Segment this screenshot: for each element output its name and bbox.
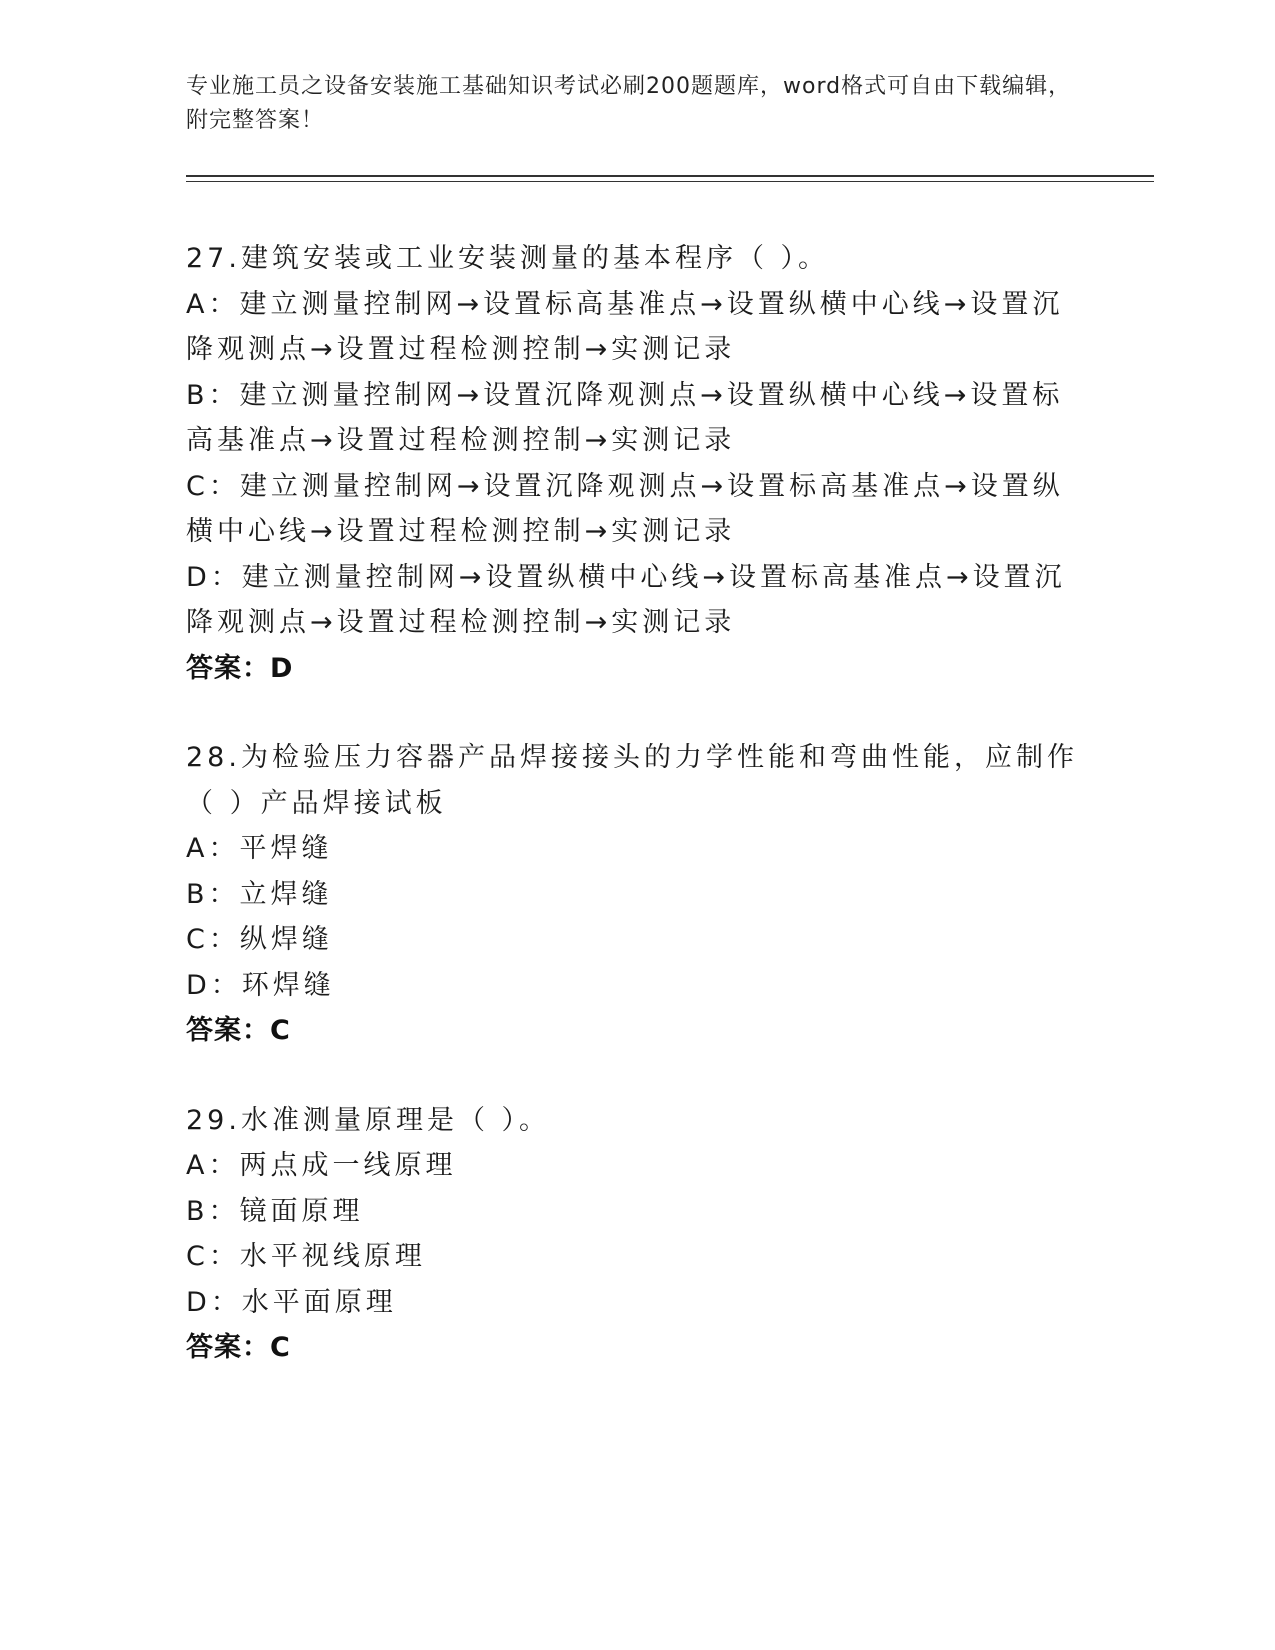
option-a: A：两点成一线原理 <box>186 1150 457 1181</box>
option-a: A：建立测量控制网→设置标高基准点→设置纵横中心线→设置沉降观测点→设置过程检测控制→实测记录 <box>186 288 1064 365</box>
question-27 <box>186 236 1086 691</box>
option-d: D：环焊缝 <box>186 969 335 1001</box>
option-b: B：镜面原理 <box>186 1195 364 1227</box>
question-list <box>186 236 1086 1415</box>
header-divider-secondary <box>186 181 1154 182</box>
option-c: C：水平视线原理 <box>186 1241 426 1272</box>
answer-line: 答案：C <box>186 1332 291 1363</box>
question-stem: 27.建筑安装或工业安装测量的基本程序（ ）。 <box>186 243 830 274</box>
page-header: 专业施工员之设备安装施工基础知识考试必刷200题题库，word格式可自由下载编辑，附完整答案！ <box>186 74 1072 133</box>
option-d: D：建立测量控制网→设置纵横中心线→设置标高基准点→设置沉降观测点→设置过程检测控制→实测记录 <box>186 561 1066 638</box>
option-b: B：立焊缝 <box>186 878 333 910</box>
answer-line: 答案：C <box>186 1015 291 1046</box>
question-29 <box>186 1098 1086 1371</box>
option-a: A：平焊缝 <box>186 833 333 864</box>
question-stem: 29.水准测量原理是（ ）。 <box>186 1104 551 1136</box>
option-d: D：水平面原理 <box>186 1286 397 1318</box>
option-c: C：纵焊缝 <box>186 924 333 955</box>
option-c: C：建立测量控制网→设置沉降观测点→设置标高基准点→设置纵横中心线→设置过程检测控制→实测记录 <box>186 470 1064 547</box>
question-stem: 28.为检验压力容器产品焊接接头的力学性能和弯曲性能，应制作（ ）产品焊接试板 <box>186 742 1078 819</box>
option-b: B：建立测量控制网→设置沉降观测点→设置纵横中心线→设置标高基准点→设置过程检测控制→实测记录 <box>186 379 1064 456</box>
question-28 <box>186 735 1086 1054</box>
header-divider <box>186 175 1154 177</box>
answer-line: 答案：D <box>186 652 294 684</box>
